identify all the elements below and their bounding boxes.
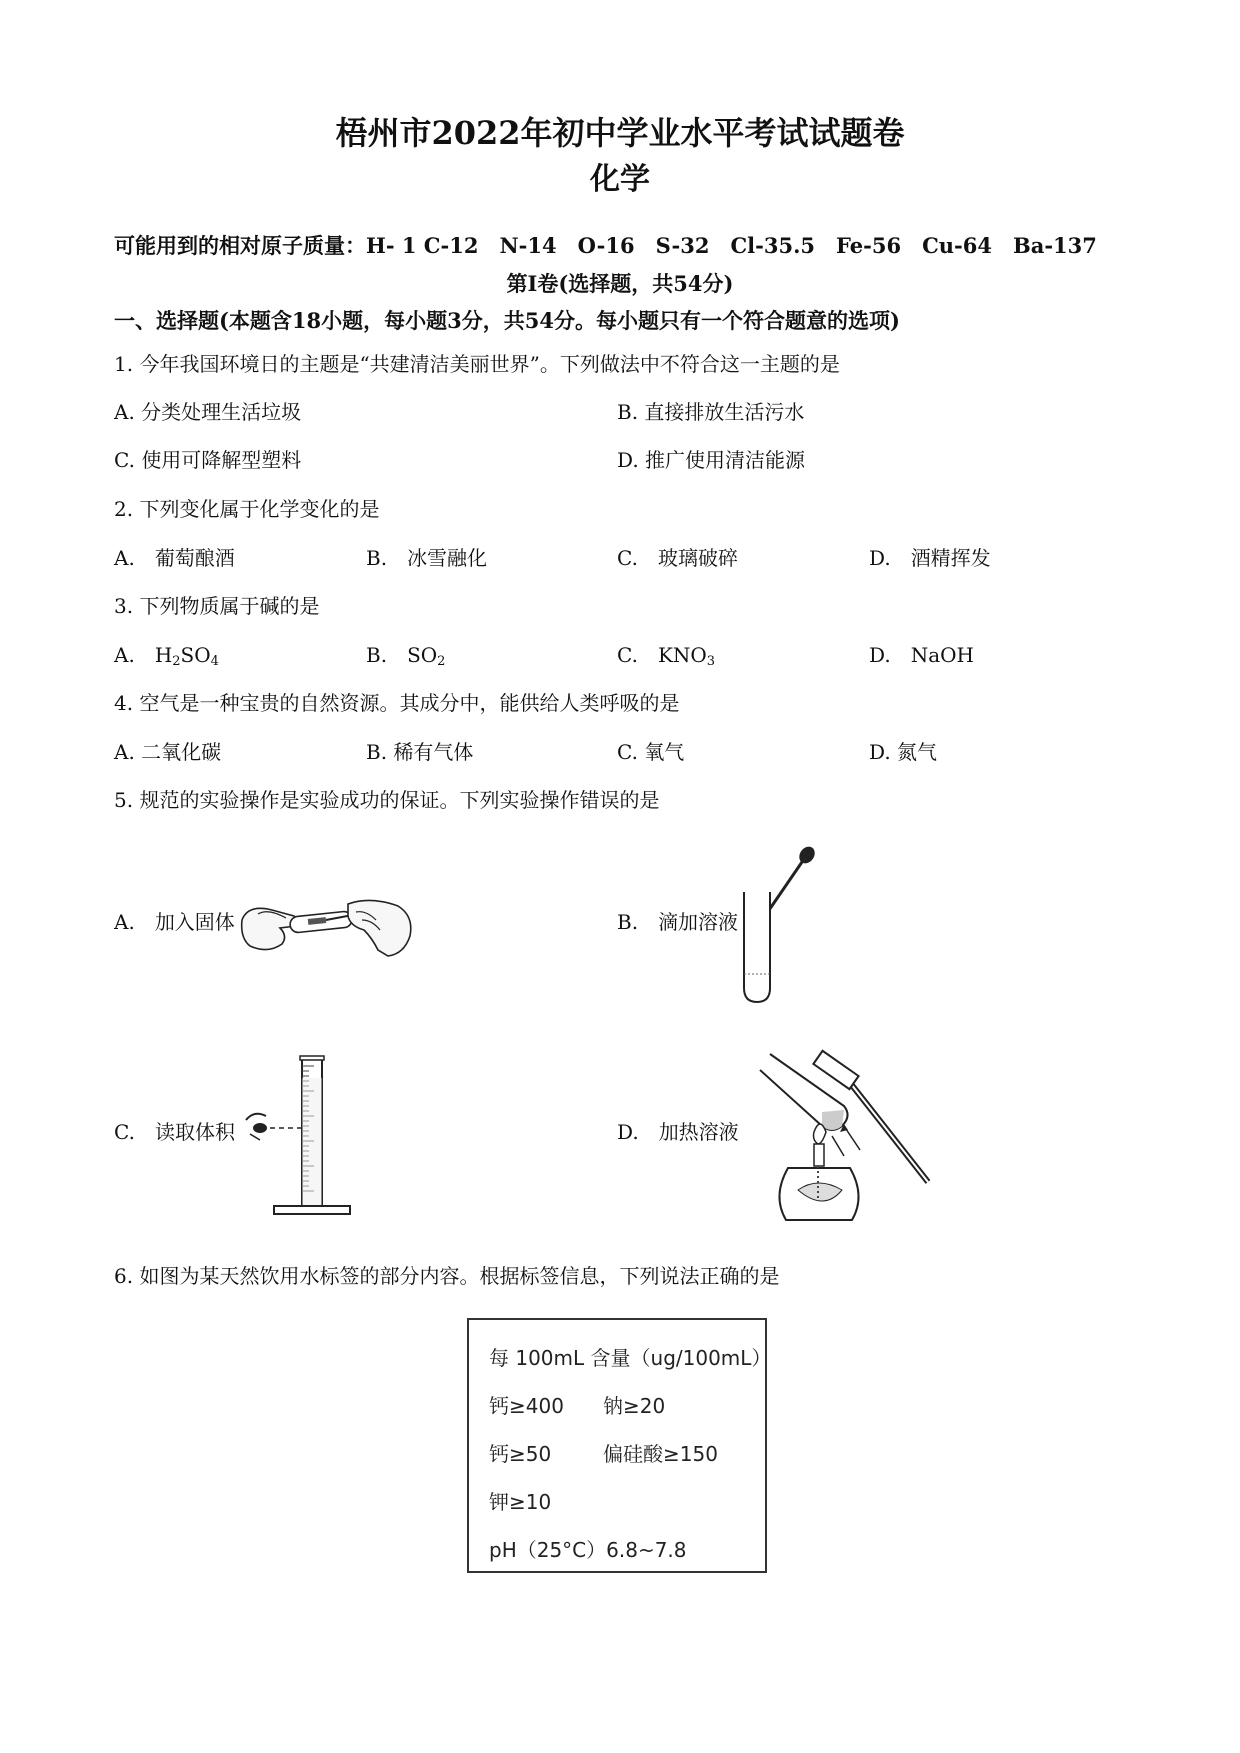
- q1-option-c-key: C.: [114, 448, 135, 472]
- q3-option-d[interactable]: [869, 643, 974, 667]
- q2-option-b-key: B.: [366, 546, 388, 570]
- q5-option-d-text: 加热溶液: [658, 1120, 739, 1144]
- q1-option-d-text: 推广使用清洁能源: [645, 448, 806, 472]
- q3-option-b[interactable]: [366, 643, 445, 674]
- q1-option-b[interactable]: [617, 400, 804, 424]
- q4-option-d[interactable]: [869, 740, 937, 764]
- q2-option-d[interactable]: [869, 546, 991, 570]
- q5-option-c-key: C.: [114, 1120, 135, 1144]
- question-1-stem: 1. 今年我国环境日的主题是“共建清洁美丽世界”。下列做法中不符合这一主题的是: [114, 352, 840, 376]
- q5-option-d-key: D.: [617, 1120, 639, 1144]
- volume-heading: 第Ⅰ卷(选择题，共54分): [506, 271, 734, 296]
- q2-option-a[interactable]: [114, 546, 235, 570]
- q1-option-c[interactable]: [114, 448, 301, 472]
- question-2-stem: 2. 下列变化属于化学变化的是: [114, 497, 380, 521]
- q3-option-d-key: D.: [869, 643, 891, 667]
- q2-option-c[interactable]: [617, 546, 738, 570]
- q2-option-c-key: C.: [617, 546, 638, 570]
- q1-option-d-key: D.: [617, 448, 639, 472]
- q4-option-c-key: C.: [617, 740, 638, 764]
- water-label-ph: pH（25°C）6.8~7.8: [489, 1538, 687, 1562]
- q3-option-b-formula: $SO_2$: [407, 643, 446, 669]
- q2-option-b[interactable]: [366, 546, 487, 570]
- q3-option-a-key: A.: [114, 643, 135, 667]
- question-4-stem: 4. 空气是一种宝贵的自然资源。其成分中，能供给人类呼吸的是: [114, 691, 680, 715]
- q5-option-a[interactable]: [114, 910, 235, 934]
- q5-option-c[interactable]: [114, 1120, 235, 1144]
- q1-option-b-key: B.: [617, 400, 639, 424]
- q2-option-d-key: D.: [869, 546, 891, 570]
- q1-option-b-text: 直接排放生活污水: [644, 400, 805, 424]
- q5-option-d[interactable]: [617, 1120, 739, 1144]
- q3-option-a[interactable]: [114, 643, 219, 674]
- q4-option-c[interactable]: [617, 740, 684, 764]
- water-label-potassium: 钾≥10: [489, 1490, 552, 1514]
- read-volume-illustration: [244, 1050, 354, 1220]
- q4-option-a[interactable]: [114, 740, 221, 764]
- q5-option-a-key: A.: [114, 910, 135, 934]
- question-3-stem: 3. 下列物质属于碱的是: [114, 594, 320, 618]
- q3-option-c-formula: $KNO_3$: [657, 643, 716, 669]
- water-label-sodium: 钠≥20: [603, 1394, 666, 1418]
- q5-option-a-text: 加入固体: [154, 910, 235, 934]
- water-label-heading: 每 100mL 含量（ug/100mL）: [489, 1346, 772, 1370]
- q3-option-a-formula: $H_2SO_4$: [154, 643, 219, 669]
- drop-solution-illustration: [740, 846, 820, 1006]
- q4-option-d-key: D.: [869, 740, 891, 764]
- heat-solution-illustration: [748, 1040, 938, 1235]
- q2-option-a-key: A.: [114, 546, 135, 570]
- q4-option-a-key: A.: [114, 740, 135, 764]
- q5-option-b[interactable]: [617, 910, 738, 934]
- q3-option-c-key: C.: [617, 643, 638, 667]
- atomic-mass-line: 可能用到的相对原子质量：H- 1 C-12 N-14 O-16 S-32 Cl-35.5 Fe-56 Cu-64 Ba-137: [114, 233, 1097, 258]
- q5-option-c-text: 读取体积: [154, 1120, 235, 1144]
- q4-option-a-text: 二氧化碳: [141, 740, 222, 764]
- q3-option-c[interactable]: [617, 643, 715, 674]
- q4-option-b-key: B.: [366, 740, 388, 764]
- q5-option-b-key: B.: [617, 910, 639, 934]
- add-solid-illustration: [238, 890, 416, 960]
- exam-title: 梧州市2022年初中学业水平考试试题卷: [335, 114, 905, 152]
- q1-option-d[interactable]: [617, 448, 805, 472]
- q1-option-a[interactable]: [114, 400, 301, 424]
- q2-option-d-text: 酒精挥发: [910, 546, 991, 570]
- q4-option-b[interactable]: [366, 740, 473, 764]
- water-label: [467, 1318, 772, 1573]
- q5-option-b-text: 滴加溶液: [658, 910, 739, 934]
- section-heading: 一、选择题(本题含18小题，每小题3分，共54分。每小题只有一个符合题意的选项): [114, 308, 900, 333]
- q3-option-d-text: NaOH: [910, 643, 974, 667]
- q2-option-c-text: 玻璃破碎: [657, 546, 738, 570]
- q4-option-c-text: 氧气: [644, 740, 685, 764]
- water-label-calcium: 钙≥400: [489, 1394, 564, 1418]
- q4-option-b-text: 稀有气体: [393, 740, 474, 764]
- question-5-stem: 5. 规范的实验操作是实验成功的保证。下列实验操作错误的是: [114, 788, 660, 812]
- q2-option-b-text: 冰雪融化: [407, 546, 488, 570]
- water-label-magnesium: 钙≥50: [489, 1442, 552, 1466]
- question-6-stem: 6. 如图为某天然饮用水标签的部分内容。根据标签信息，下列说法正确的是: [114, 1264, 780, 1288]
- q2-option-a-text: 葡萄酿酒: [154, 546, 235, 570]
- q3-option-b-key: B.: [366, 643, 388, 667]
- q4-option-d-text: 氮气: [897, 740, 938, 764]
- water-label-metasilicic-acid: 偏硅酸≥150: [603, 1442, 718, 1466]
- q1-option-a-key: A.: [114, 400, 135, 424]
- q1-option-a-text: 分类处理生活垃圾: [141, 400, 302, 424]
- subject-title: 化学: [590, 162, 650, 197]
- q1-option-c-text: 使用可降解型塑料: [141, 448, 302, 472]
